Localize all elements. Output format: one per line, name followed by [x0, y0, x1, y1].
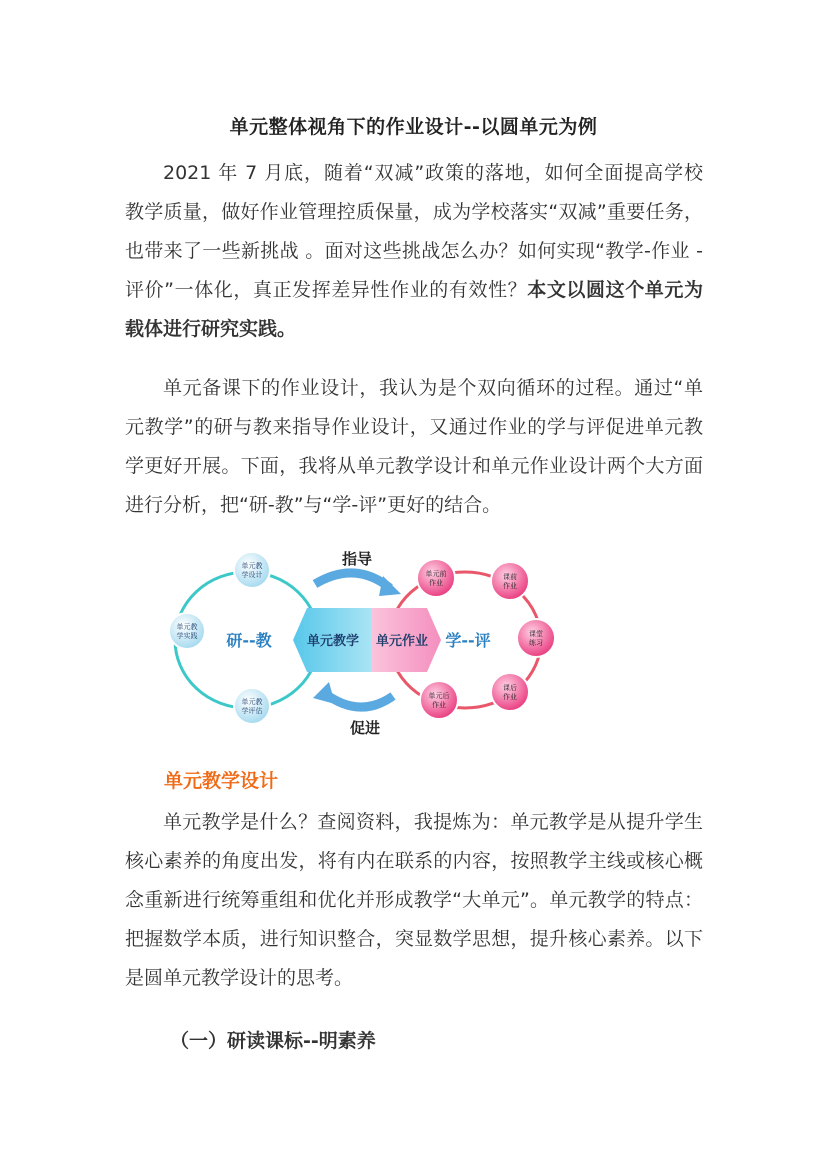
svg-text:单元教: 单元教 [241, 698, 263, 706]
right-node-in-class [517, 619, 555, 657]
svg-text:作业: 作业 [429, 579, 443, 587]
svg-text:练习: 练习 [529, 639, 543, 647]
left-node-design [234, 552, 270, 588]
svg-text:单元后: 单元后 [428, 692, 450, 700]
paragraph-intro-bold: 本文以圆这个单元为载体进行研究实践。 [125, 279, 703, 340]
guide-label: 指导 [341, 550, 373, 568]
subsection-heading: （一）研读课标--明素养 [170, 1030, 376, 1052]
paragraph-intro-text: 2021 年 7 月底，随着“双减”政策的落地，如何全面提高学校 教学质量，做好作业管理控质保量，成为学校落实“双减”重要任务， 也带来了一些新挑战 。面对这些挑战怎么办？如何实现“教学-作业 -评价”一体化，真正发挥差异性作业的有效性？ [125, 162, 703, 301]
svg-text:作业: 作业 [503, 582, 517, 590]
right-node-post-unit [420, 681, 458, 719]
svg-text:单元教: 单元教 [176, 623, 198, 631]
paragraph-intro [125, 154, 703, 349]
svg-text:学实践: 学实践 [176, 632, 198, 640]
center-right-label: 单元作业 [375, 634, 429, 649]
right-ring-label: 学--评 [445, 631, 491, 650]
right-node-pre-class [491, 562, 529, 600]
svg-text:学评估: 学评估 [241, 707, 263, 715]
guide-arrow [315, 573, 390, 588]
paragraph-unit-teaching: 单元教学是什么？查阅资料，我提炼为：单元教学是从提升学生核心素养的角度出发，将有内在联系的内容，按照教学主线或核心概念重新进行统筹重组和优化并形成教学“大单元”。单元教学的特点：把握数学本质，进行知识整合，突显数学思想，提升核心素养。以下是圆单元教学设计的思考。 [125, 811, 703, 989]
svg-text:课前: 课前 [503, 573, 517, 581]
svg-text:学设计: 学设计 [241, 571, 263, 579]
promote-label: 促进 [349, 719, 381, 737]
right-node-after-class [491, 673, 529, 711]
svg-text:课堂: 课堂 [529, 630, 543, 638]
document-title: 单元整体视角下的作业设计--以圆单元为例 [229, 116, 598, 138]
svg-text:单元教: 单元教 [241, 562, 263, 570]
right-node-pre-unit [417, 559, 455, 597]
svg-text:作业: 作业 [432, 701, 446, 709]
promote-arrowhead [313, 682, 335, 704]
svg-text:作业: 作业 [503, 693, 517, 701]
svg-text:单元前: 单元前 [425, 570, 447, 578]
left-node-practice [169, 613, 205, 649]
cycle-diagram [165, 548, 565, 740]
svg-text:课后: 课后 [503, 684, 517, 692]
paragraph-cycle: 单元备课下的作业设计，我认为是个双向循环的过程。通过“单元教学”的研与教来指导作业设计，又通过作业的学与评促进单元教 学更好开展。下面，我将从单元教学设计和单元作业设计两个大方面 进行分析，把“研-教”与“学-评”更好的结合。 [125, 377, 703, 516]
left-node-evaluation [234, 688, 270, 724]
center-left-label: 单元教学 [306, 634, 360, 649]
left-ring-label: 研--教 [226, 631, 272, 650]
section-heading-unit-design: 单元教学设计 [164, 770, 279, 792]
